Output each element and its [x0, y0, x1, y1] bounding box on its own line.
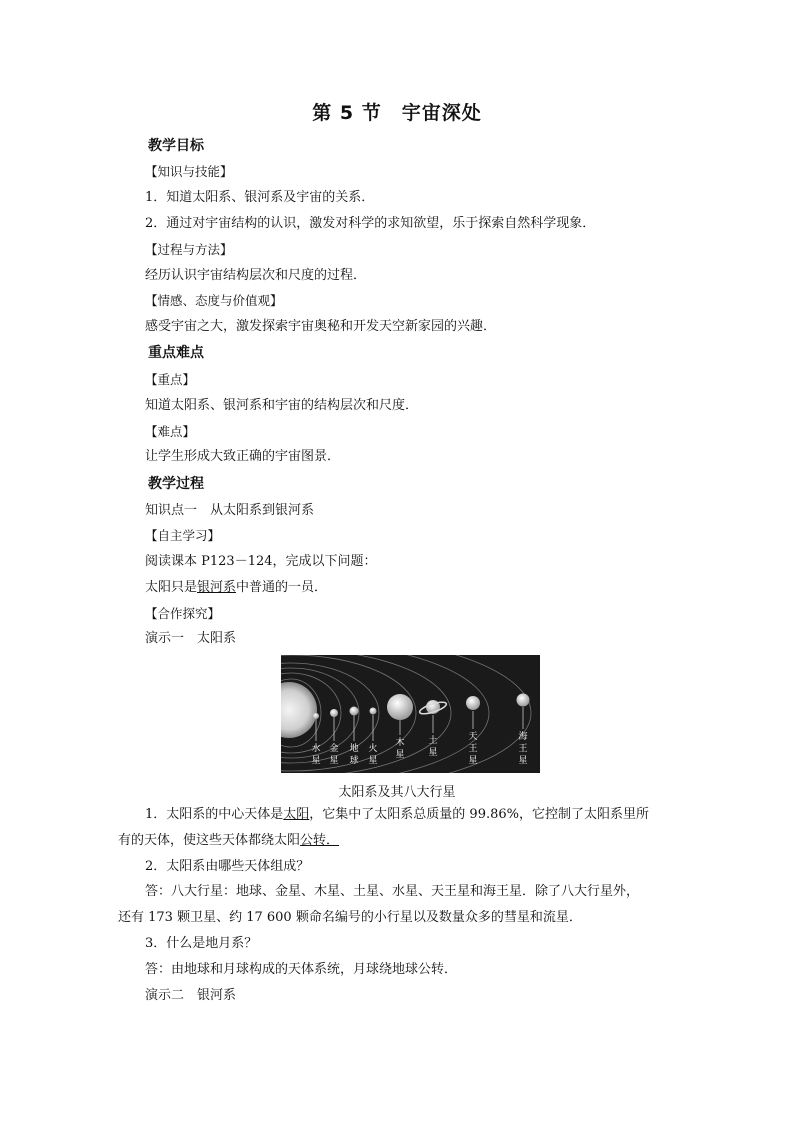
knowledge-item-2: 2．通过对宇宙结构的认识，激发对科学的求知欲望，乐于探索自然科学现象． [145, 216, 596, 231]
tag-process: 【过程与方法】 [145, 242, 233, 257]
uranus-image [466, 696, 480, 710]
svg-text:星: 星 [311, 756, 321, 766]
planet-label-uranus: 天 [468, 732, 478, 742]
demo-1-label: 演示一 太阳系 [145, 631, 237, 646]
knowledge-point-1: 知识点一 从太阳系到银河系 [145, 503, 315, 518]
tag-difficulty: 【难点】 [145, 424, 196, 439]
svg-text:球: 球 [349, 756, 359, 766]
svg-text:星: 星 [368, 756, 378, 766]
section-heading-key: 重点难点 [148, 345, 204, 361]
process-item-1: 经历认识宇宙结构层次和尺度的过程． [145, 268, 367, 283]
section-heading-process: 教学过程 [148, 476, 204, 492]
page-title: 第 5 节 宇宙深处 [312, 102, 482, 124]
svg-text:星: 星 [395, 750, 405, 760]
neptune-image [517, 694, 530, 707]
sun-member-sentence [145, 579, 327, 597]
svg-text:王: 王 [468, 744, 478, 754]
section-heading-goals: 教学目标 [148, 138, 204, 154]
tag-self-study: 【自主学习】 [145, 528, 221, 543]
planet-label-earth: 地 [349, 744, 359, 754]
question-1-line-1 [145, 806, 649, 824]
question-3: 3．什么是地月系？ [145, 936, 258, 951]
planet-label-saturn: 土 [428, 736, 438, 746]
figure-caption: 太阳系及其八大行星 [338, 785, 456, 800]
tag-key: 【重点】 [145, 372, 196, 387]
solar-system-figure [281, 655, 540, 773]
svg-text:星: 星 [329, 756, 339, 766]
svg-text:星: 星 [428, 748, 438, 758]
demo-2-label: 演示二 银河系 [145, 988, 237, 1003]
answer-2-line-2: 还有 173 颗卫星、约 17 600 颗命名编号的小行星以及数量众多的彗星和流星． [118, 910, 582, 925]
question-1-line-2 [118, 832, 339, 850]
key-item-1: 知道太阳系、银河系和宇宙的结构层次和尺度． [145, 398, 419, 413]
planet-label-jupiter: 木 [395, 738, 405, 748]
svg-text:王: 王 [518, 744, 528, 754]
q1-prefix: 1．太阳系的中心天体是 [145, 807, 284, 822]
planet-label-mercury: 水 [311, 744, 321, 754]
mercury-image [313, 713, 319, 719]
solar-system-image [281, 655, 540, 773]
q1-answer-sun: 太阳 [283, 807, 310, 822]
planet-label-venus: 金 [329, 744, 339, 754]
sun-member-answer: 银河系 [197, 580, 237, 595]
earth-image [350, 707, 359, 716]
mars-image [370, 708, 377, 715]
planet-label-neptune: 海 [518, 732, 528, 742]
answer-3: 答：由地球和月球构成的天体系统，月球绕地球公转． [145, 962, 458, 977]
q1-suffix: ，它集中了太阳系总质量的 99.86%，它控制了太阳系里所 [309, 807, 649, 822]
answer-2-line-1: 答：八大行星：地球、金星、木星、土星、水星、天王星和海王星．除了八大行星外， [145, 884, 640, 899]
question-2: 2．太阳系由哪些天体组成？ [145, 859, 310, 874]
emotion-item-1: 感受宇宙之大，激发探索宇宙奥秘和开发天空新家园的兴趣． [145, 319, 497, 334]
q1-answer-revolve: 公转． [300, 833, 340, 848]
reading-instruction: 阅读课本 P123－124，完成以下问题： [145, 554, 377, 569]
jupiter-image [387, 694, 413, 720]
svg-text:星: 星 [468, 756, 478, 766]
planet-label-mars: 火 [368, 744, 378, 754]
sun-member-suffix: 中普通的一员． [236, 580, 328, 595]
sun-member-prefix: 太阳只是 [145, 580, 198, 595]
q1-line2-prefix: 有的天体，使这些天体都绕太阳 [118, 833, 301, 848]
tag-emotion: 【情感、态度与价值观】 [145, 293, 283, 308]
venus-image [330, 709, 338, 717]
svg-text:星: 星 [518, 756, 528, 766]
knowledge-item-1: 1．知道太阳系、银河系及宇宙的关系． [145, 190, 375, 205]
difficulty-item-1: 让学生形成大致正确的宇宙图景． [145, 449, 341, 464]
tag-knowledge: 【知识与技能】 [145, 164, 233, 179]
tag-cooperation: 【合作探究】 [145, 606, 221, 621]
